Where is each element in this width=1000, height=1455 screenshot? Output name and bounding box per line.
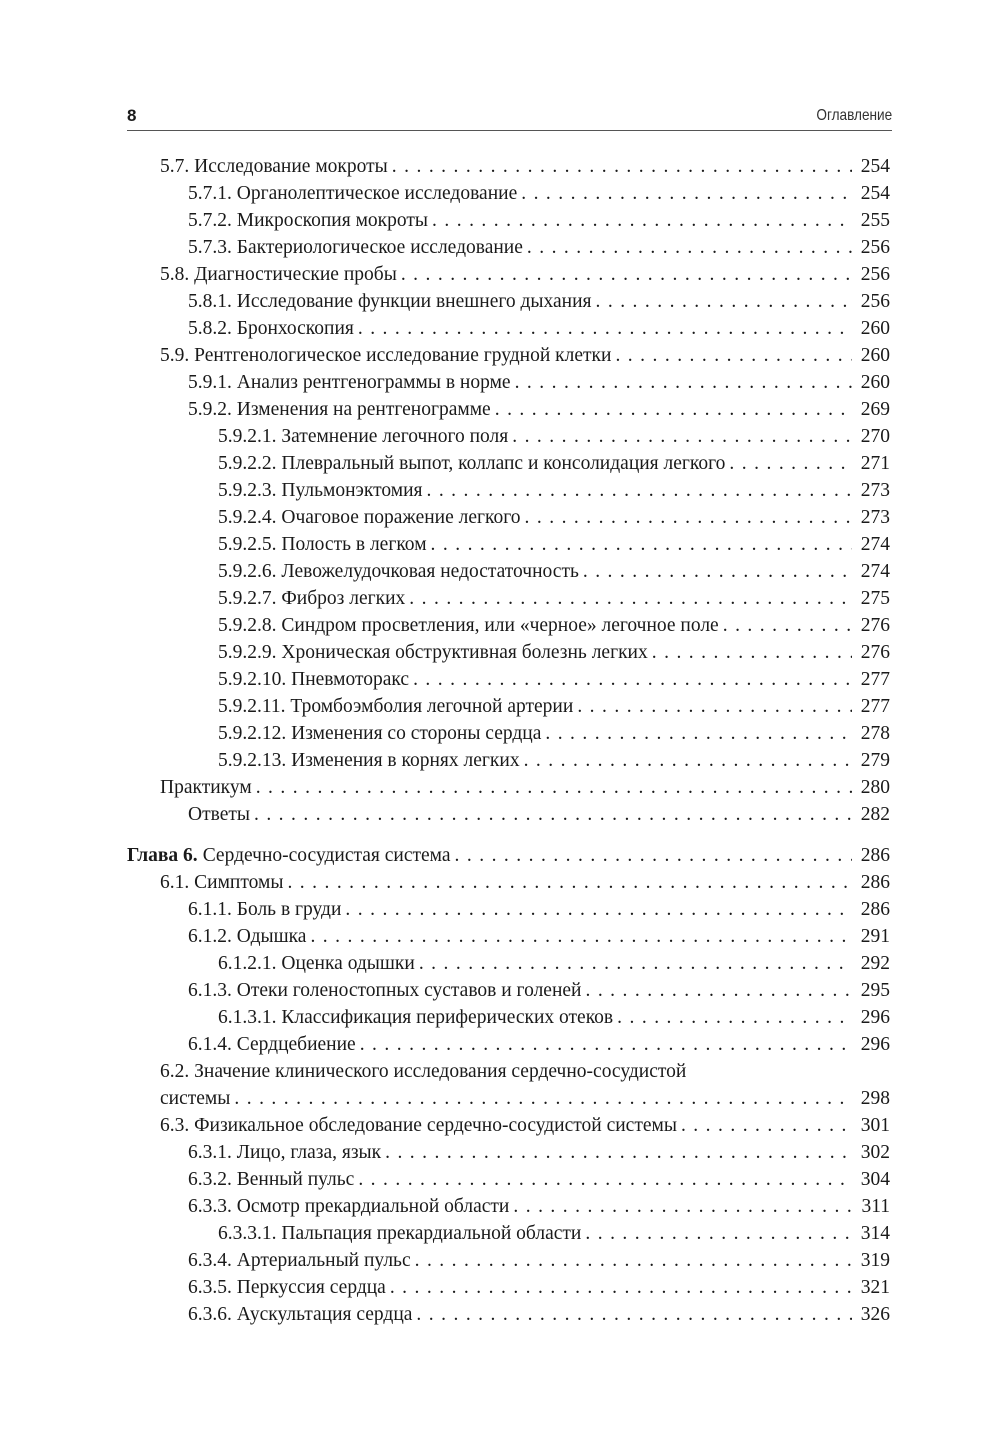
toc-entry[interactable] (127, 977, 890, 1004)
toc-entry[interactable] (127, 477, 890, 504)
toc-chapter-entry[interactable] (127, 842, 890, 869)
toc-entry[interactable] (127, 896, 890, 923)
dot-leader (545, 720, 852, 747)
dot-leader (513, 1193, 852, 1220)
toc-entry[interactable] (127, 747, 890, 774)
entry-page-number: 274 (860, 534, 890, 555)
dot-leader (415, 1247, 852, 1274)
toc-entry[interactable] (127, 639, 890, 666)
entry-title: 5.9.2.10. Пневмоторакс (218, 669, 410, 690)
dot-leader (287, 869, 852, 896)
entry-title: 5.9.2.9. Хроническая обструктивная болезнь легких (218, 642, 648, 663)
entry-title: 5.9.2.5. Полость в легком (218, 534, 427, 555)
toc-entry[interactable] (127, 801, 890, 828)
toc-entry[interactable] (127, 558, 890, 585)
entry-title: 5.7.2. Микроскопия мокроты (188, 210, 429, 231)
dot-leader (432, 207, 852, 234)
running-title: Оглавление (816, 107, 892, 124)
dot-leader (495, 396, 852, 423)
table-of-contents (127, 153, 890, 1328)
entry-title: 6.1.2. Одышка (188, 926, 307, 947)
dot-leader (729, 450, 852, 477)
entry-page-number: 260 (860, 345, 890, 366)
entry-title: 6.3.3. Осмотр прекардиальной области (188, 1196, 510, 1217)
dot-leader (652, 639, 852, 666)
dot-leader (585, 977, 852, 1004)
toc-entry[interactable] (127, 1301, 890, 1328)
toc-entry[interactable] (127, 1112, 890, 1139)
dot-leader (358, 1166, 852, 1193)
entry-title: 6.1.2.1. Оценка одышки (218, 953, 415, 974)
entry-title: 5.9.2.1. Затемнение легочного поля (218, 426, 509, 447)
entry-page-number: 304 (860, 1169, 890, 1190)
toc-entry[interactable] (127, 1004, 890, 1031)
entry-title: 6.2. Значение клинического исследования сердечно-сосудистой (160, 1061, 687, 1082)
dot-leader (617, 1004, 852, 1031)
entry-title: 6.3.4. Артериальный пульс (188, 1250, 411, 1271)
entry-title: 5.9.1. Анализ рентгенограммы в норме (188, 372, 511, 393)
entry-page-number: 260 (860, 372, 890, 393)
toc-entry[interactable] (127, 1031, 890, 1058)
entry-page-number: 269 (860, 399, 890, 420)
dot-leader (585, 1220, 852, 1247)
dot-leader (583, 558, 852, 585)
toc-entry[interactable] (127, 869, 890, 896)
toc-entry[interactable] (127, 1139, 890, 1166)
entry-page-number: 273 (860, 480, 890, 501)
toc-entry[interactable] (127, 1220, 890, 1247)
toc-entry[interactable] (127, 234, 890, 261)
entry-page-number: 298 (860, 1088, 890, 1109)
dot-leader (431, 531, 852, 558)
toc-entry[interactable] (127, 261, 890, 288)
entry-page-number: 280 (860, 777, 890, 798)
dot-leader (524, 747, 852, 774)
entry-page-number: 301 (860, 1115, 890, 1136)
dot-leader (681, 1112, 852, 1139)
toc-entry[interactable] (127, 450, 890, 477)
entry-page-number: 277 (860, 696, 890, 717)
entry-title: 5.9.2.6. Левожелудочковая недостаточность (218, 561, 579, 582)
entry-page-number: 321 (860, 1277, 890, 1298)
page-number: 8 (127, 106, 137, 125)
entry-title: 5.7. Исследование мокроты (160, 156, 388, 177)
entry-page-number: 260 (860, 318, 890, 339)
dot-leader (345, 896, 852, 923)
entry-title: Ответы (188, 804, 250, 825)
entry-page-number: 286 (860, 872, 890, 893)
entry-title: Практикум (160, 777, 252, 798)
dot-leader (527, 234, 852, 261)
toc-entry[interactable] (127, 923, 890, 950)
entry-page-number: 291 (860, 926, 890, 947)
entry-title: 6.3.5. Перкуссия сердца (188, 1277, 386, 1298)
entry-page-number: 278 (860, 723, 890, 744)
entry-title: 5.8. Диагностические пробы (160, 264, 397, 285)
dot-leader (615, 342, 852, 369)
entry-page-number: 277 (860, 669, 890, 690)
dot-leader (392, 153, 852, 180)
entry-page-number: 311 (861, 1196, 890, 1217)
entry-title: 5.9. Рентгенологическое исследование грудной клетки (160, 345, 612, 366)
toc-entry[interactable] (127, 693, 890, 720)
dot-leader (358, 315, 852, 342)
entry-page-number: 271 (860, 453, 890, 474)
entry-page-number: 319 (860, 1250, 890, 1271)
toc-entry[interactable] (127, 531, 890, 558)
entry-title: 6.3. Физикальное обследование сердечно-сосудистой системы (160, 1115, 677, 1136)
toc-entry[interactable] (127, 396, 890, 423)
entry-page-number: 276 (860, 615, 890, 636)
toc-entry[interactable] (127, 153, 890, 180)
toc-entry[interactable] (127, 612, 890, 639)
dot-leader (409, 585, 852, 612)
entry-title: 5.9.2.12. Изменения со стороны сердца (218, 723, 542, 744)
toc-entry[interactable] (127, 504, 890, 531)
dot-leader (416, 1301, 852, 1328)
entry-page-number: 292 (860, 953, 890, 974)
entry-title: 5.9.2.3. Пульмонэктомия (218, 480, 423, 501)
entry-page-number: 282 (860, 804, 890, 825)
entry-page-number: 296 (860, 1007, 890, 1028)
toc-entry[interactable] (127, 1193, 890, 1220)
entry-title: 6.3.2. Венный пульс (188, 1169, 355, 1190)
dot-leader (390, 1274, 852, 1301)
entry-page-number: 314 (860, 1223, 890, 1244)
entry-page-number: 286 (860, 845, 890, 866)
entry-title: 5.9.2. Изменения на рентгенограмме (188, 399, 491, 420)
toc-entry[interactable] (127, 1166, 890, 1193)
entry-page-number: 254 (860, 183, 890, 204)
entry-page-number: 302 (860, 1142, 890, 1163)
dot-leader (515, 369, 852, 396)
dot-leader (234, 1085, 852, 1112)
entry-title: 6.3.1. Лицо, глаза, язык (188, 1142, 382, 1163)
toc-entry[interactable] (127, 342, 890, 369)
dot-leader (455, 842, 852, 869)
running-header (127, 104, 892, 131)
toc-entry[interactable] (127, 207, 890, 234)
entry-page-number: 255 (860, 210, 890, 231)
entry-page-number: 256 (860, 291, 890, 312)
entry-page-number: 256 (860, 264, 890, 285)
toc-entry[interactable] (127, 666, 890, 693)
dot-leader (401, 261, 852, 288)
dot-leader (521, 180, 852, 207)
entry-page-number: 275 (860, 588, 890, 609)
toc-entry[interactable] (127, 1085, 890, 1112)
toc-entry[interactable] (127, 288, 890, 315)
dot-leader (596, 288, 853, 315)
toc-entry[interactable] (127, 369, 890, 396)
toc-entry[interactable] (127, 774, 890, 801)
chapter-label: Глава 6. (127, 845, 198, 866)
dot-leader (525, 504, 852, 531)
toc-entry[interactable] (127, 180, 890, 207)
entry-title: 5.9.2.2. Плевральный выпот, коллапс и консолидация легкого (218, 453, 726, 474)
toc-entry[interactable] (127, 1247, 890, 1274)
dot-leader (310, 923, 852, 950)
entry-title: 5.9.2.8. Синдром просветления, или «черное» легочное поле (218, 615, 719, 636)
entry-title: 5.9.2.11. Тромбоэмболия легочной артерии (218, 696, 574, 717)
entry-title: 6.1.3. Отеки голеностопных суставов и голеней (188, 980, 582, 1001)
dot-leader (577, 693, 852, 720)
toc-entry[interactable] (127, 585, 890, 612)
dot-leader (426, 477, 852, 504)
entry-title: 5.8.1. Исследование функции внешнего дыхания (188, 291, 592, 312)
dot-leader (256, 774, 852, 801)
entry-title: 6.1. Симптомы (160, 872, 284, 893)
entry-page-number: 254 (860, 156, 890, 177)
entry-page-number: 279 (860, 750, 890, 771)
entry-title: 5.9.2.13. Изменения в корнях легких (218, 750, 520, 771)
entry-page-number: 256 (860, 237, 890, 258)
entry-title: Сердечно-сосудистая система (202, 845, 451, 866)
dot-leader (385, 1139, 852, 1166)
entry-page-number: 296 (860, 1034, 890, 1055)
toc-entry[interactable] (127, 315, 890, 342)
entry-page-number: 286 (860, 899, 890, 920)
entry-title: 6.1.3.1. Классификация периферических отеков (218, 1007, 614, 1028)
entry-page-number: 295 (860, 980, 890, 1001)
entry-title: 6.3.3.1. Пальпация прекардиальной области (218, 1223, 582, 1244)
dot-leader (723, 612, 852, 639)
dot-leader (254, 801, 852, 828)
entry-page-number: 276 (860, 642, 890, 663)
entry-title: 5.7.1. Органолептическое исследование (188, 183, 518, 204)
toc-entry[interactable] (127, 1274, 890, 1301)
entry-title: 6.3.6. Аускультация сердца (188, 1304, 413, 1325)
entry-title: 6.1.4. Сердцебиение (188, 1034, 356, 1055)
dot-leader (360, 1031, 852, 1058)
entry-title: системы (160, 1088, 231, 1109)
entry-page-number: 273 (860, 507, 890, 528)
dot-leader (512, 423, 852, 450)
entry-page-number: 326 (860, 1304, 890, 1325)
entry-title: 5.9.2.7. Фиброз легких (218, 588, 406, 609)
entry-page-number: 274 (860, 561, 890, 582)
entry-title: 6.1.1. Боль в груди (188, 899, 342, 920)
toc-entry[interactable] (127, 423, 890, 450)
toc-entry[interactable] (127, 1058, 890, 1085)
entry-title: 5.8.2. Бронхоскопия (188, 318, 354, 339)
entry-page-number: 270 (860, 426, 890, 447)
entry-title: 5.7.3. Бактериологическое исследование (188, 237, 523, 258)
dot-leader (419, 950, 852, 977)
toc-entry[interactable] (127, 720, 890, 747)
dot-leader (413, 666, 852, 693)
toc-entry[interactable] (127, 950, 890, 977)
entry-title: 5.9.2.4. Очаговое поражение легкого (218, 507, 521, 528)
